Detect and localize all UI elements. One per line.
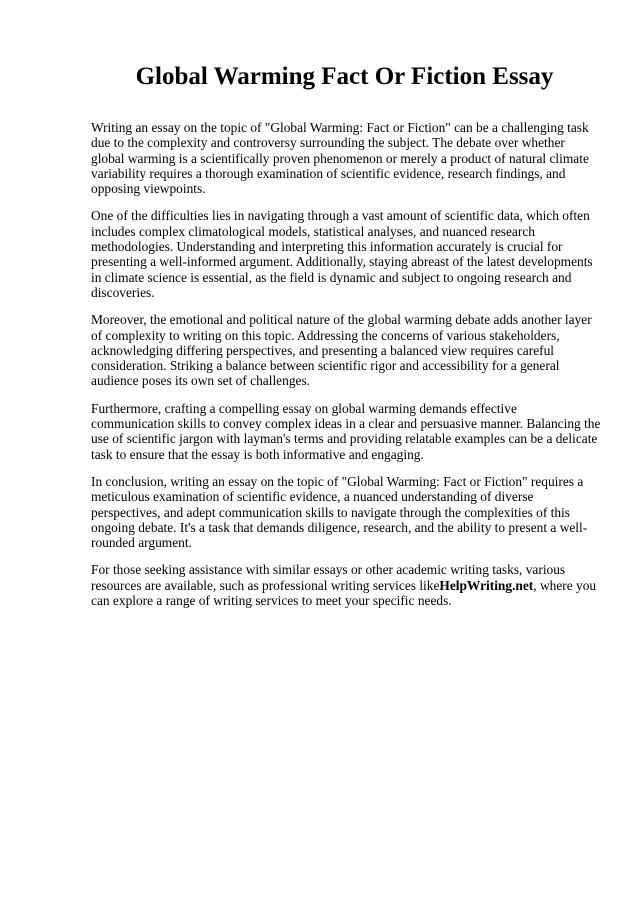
brand-link[interactable]: HelpWriting.net	[439, 577, 534, 593]
paragraph-5: In conclusion, writing an essay on the topic of "Global Warming: Fact or Fiction" requires a meticulous examination of scientific evidence, a nuanced understanding of diverse perspectives, and adept communication skills to navigate through the complexities of this ongoing debate. It's a task that demands diligence, research, and the ability to present a well-rounded argument.	[91, 473, 588, 551]
paragraph-3: Moreover, the emotional and political nature of the global warming debate adds another layer of complexity to writing on this topic. Addressing the concerns of various stakeholders, acknowledging differing perspectives, and presenting a balanced view requires careful consideration. Striking a balance between scientific rigor and accessibility for a general audience poses its own set of challenges.	[91, 312, 592, 389]
paragraph-1: Writing an essay on the topic of "Global Warming: Fact or Fiction" can be a challenging task due to the complexity and controversy surrounding the subject. The debate over whether global warming is a scientifically proven phenomenon or merely a product of natural climate variability requires a thorough examination of scientific evidence, research findings, and opposing viewpoints.	[91, 120, 589, 197]
paragraph-2: One of the difficulties lies in navigating through a vast amount of scientific data, which often includes complex climatological models, statistical analyses, and nuanced research methodologies. Understanding and interpreting this information accurately is crucial for presenting a well-informed argument. Additionally, staying abreast of the latest developments in climate science is essential, as the field is dynamic and subject to ongoing research and discoveries.	[91, 208, 593, 300]
paragraph-4: Furthermore, crafting a compelling essay on global warming demands effective communication skills to convey complex ideas in a clear and persuasive manner. Balancing the use of scientific jargon with layman's terms and providing relatable examples can be a delicate task to ensure that the essay is both informative and engaging.	[91, 400, 601, 462]
closing-text-before: For those seeking assistance with similar essays or other academic writing tasks, various resources are available, such as professional writing services like	[91, 562, 566, 593]
closing-text-after: , where you can explore a range of writing services to meet your specific needs.	[91, 577, 597, 609]
essay-body	[91, 120, 601, 608]
closing-paragraph	[91, 562, 601, 608]
page-title: Global Warming Fact Or Fiction Essay	[135, 63, 554, 90]
